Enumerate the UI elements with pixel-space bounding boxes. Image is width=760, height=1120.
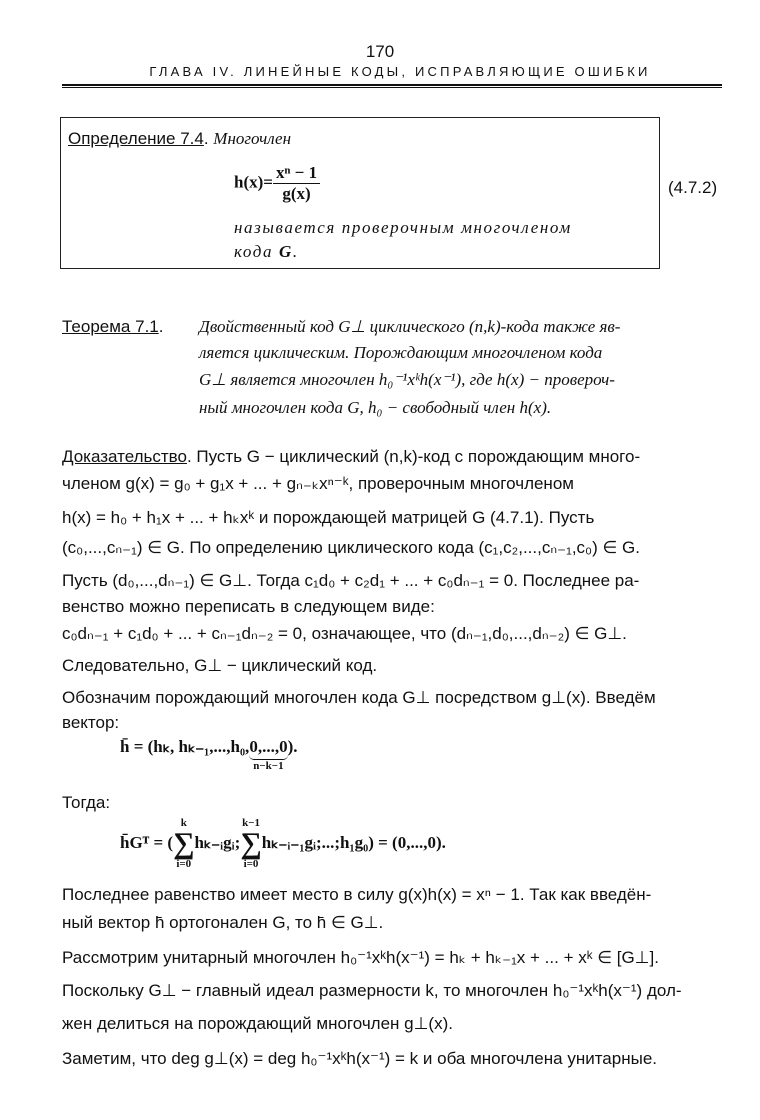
proof-line-13: ный вектор h̄ ортогонален G, то h̄ ∈ G⊥.: [62, 913, 384, 932]
sum-1-bottom: i=0: [176, 858, 192, 870]
sum-2: [240, 818, 261, 870]
product-lhs: h̄Gᵀ = (: [120, 832, 174, 852]
definition-intro: Многочлен: [213, 129, 292, 148]
definition-label: Определение 7.4: [68, 129, 204, 148]
code-symbol: G: [278, 242, 293, 261]
brace-label: n−k−1: [253, 760, 284, 772]
proof-line-1: Доказательство. Пусть G − циклический (n,k)-код с порождающим много-: [62, 447, 641, 466]
vector-lhs: h̄ = (hₖ, hₖ₋₁,...,h₀,: [120, 737, 250, 756]
definition-heading: Определение 7.4. Многочлен: [68, 129, 292, 148]
sigma-1: ∑: [173, 827, 195, 860]
vector-zeros: 0,...,0: [249, 737, 288, 756]
proof-line-12: Последнее равенство имеет место в силу g(x)h(x) = xⁿ − 1. Так как введён-: [62, 885, 652, 904]
proof-line-15: Поскольку G⊥ − главный идеал размерности k, то многочлен h₀⁻¹xᵏh(x⁻¹) дол-: [62, 981, 682, 1000]
vector-close: ).: [287, 737, 298, 756]
definition-text-1: называется проверочным многочленом: [234, 218, 572, 237]
sum-2-bottom: i=0: [243, 858, 259, 870]
product-formula: [120, 818, 446, 870]
sum-1-top: k: [180, 817, 187, 829]
proof-text-1: Пусть G − циклический (n,k)-код с порождающим много-: [196, 447, 641, 466]
running-head: ГЛАВА IV. ЛИНЕЙНЫЕ КОДЫ, ИСПРАВЛЯЮЩИЕ ОШИБКИ: [149, 64, 651, 79]
sum-1: [173, 818, 194, 870]
proof-label: Доказательство: [62, 447, 187, 466]
theorem-line-3: G⊥ является многочлен h₀⁻¹xᵏh(x⁻¹), где h(x) − провероч-: [199, 370, 615, 389]
formula-numerator: xⁿ − 1: [273, 163, 320, 184]
theorem-label-line: Теорема 7.1.: [62, 317, 164, 336]
formula-denominator: g(x): [282, 184, 311, 203]
zeros-underbrace: [249, 737, 287, 772]
proof-line-10: вектор:: [62, 713, 120, 732]
proof-line-9: Обозначим порождающий многочлен кода G⊥ посредством g⊥(x). Введём: [62, 688, 656, 707]
proof-line-3: h(x) = h₀ + h₁x + ... + hₖxᵏ и порождающей матрицей G (4.7.1). Пусть: [62, 508, 595, 527]
header-rule: [62, 84, 722, 88]
definition-text-2a: кода: [234, 242, 274, 261]
proof-line-11: Тогда:: [62, 793, 111, 812]
definition-text-2c: .: [292, 242, 299, 261]
proof-line-16: жен делиться на порождающий многочлен g⊥(x).: [62, 1014, 453, 1033]
theorem-line-4: ный многочлен кода G, h₀ − свободный член h(x).: [199, 398, 552, 417]
theorem-label: Теорема 7.1: [62, 317, 159, 336]
proof-line-2: членом g(x) = g₀ + g₁x + ... + gₙ₋ₖxⁿ⁻ᵏ, проверочным многочленом: [62, 474, 574, 493]
sigma-2: ∑: [240, 827, 262, 860]
proof-line-8: Следовательно, G⊥ − циклический код.: [62, 656, 378, 675]
theorem-line-2: ляется циклическим. Порождающим многочленом кода: [199, 343, 603, 362]
sum-2-term: hₖ₋ᵢ₋₁gᵢ;...;h₁g₀) = (0,...,0).: [261, 832, 446, 852]
definition-text-2: [234, 242, 299, 262]
proof-line-14: Рассмотрим унитарный многочлен h₀⁻¹xᵏh(x⁻¹) = hₖ + hₖ₋₁x + ... + xᵏ ∈ [G⊥].: [62, 948, 659, 967]
formula-lhs: h(x)=: [234, 172, 273, 192]
proof-line-5: Пусть (d₀,...,dₙ₋₁) ∈ G⊥. Тогда c₁d₀ + c₂d₁ + ... + c₀dₙ₋₁ = 0. Последнее ра-: [62, 571, 640, 590]
theorem-line-1: Двойственный код G⊥ циклического (n,k)-кода также яв-: [199, 317, 621, 336]
sum-1-term: hₖ₋ᵢgᵢ;: [194, 832, 241, 852]
equation-number: (4.7.2): [668, 178, 718, 197]
proof-line-4: (c₀,...,cₙ₋₁) ∈ G. По определению циклического кода (c₁,c₂,...,cₙ₋₁,c₀) ∈ G.: [62, 538, 640, 557]
proof-line-7: c₀dₙ₋₁ + c₁d₀ + ... + cₙ₋₁dₙ₋₂ = 0, означающее, что (dₙ₋₁,d₀,...,dₙ₋₂) ∈ G⊥.: [62, 624, 627, 643]
sum-2-top: k−1: [242, 817, 260, 829]
proof-line-17: Заметим, что deg g⊥(x) = deg h₀⁻¹xᵏh(x⁻¹) = k и оба многочлена унитарные.: [62, 1049, 657, 1068]
definition-formula: [234, 163, 320, 204]
proof-line-6: венство можно переписать в следующем виде:: [62, 597, 435, 616]
vector-definition: [120, 737, 297, 772]
formula-fraction: [273, 163, 320, 204]
page-number: 170: [365, 42, 395, 61]
